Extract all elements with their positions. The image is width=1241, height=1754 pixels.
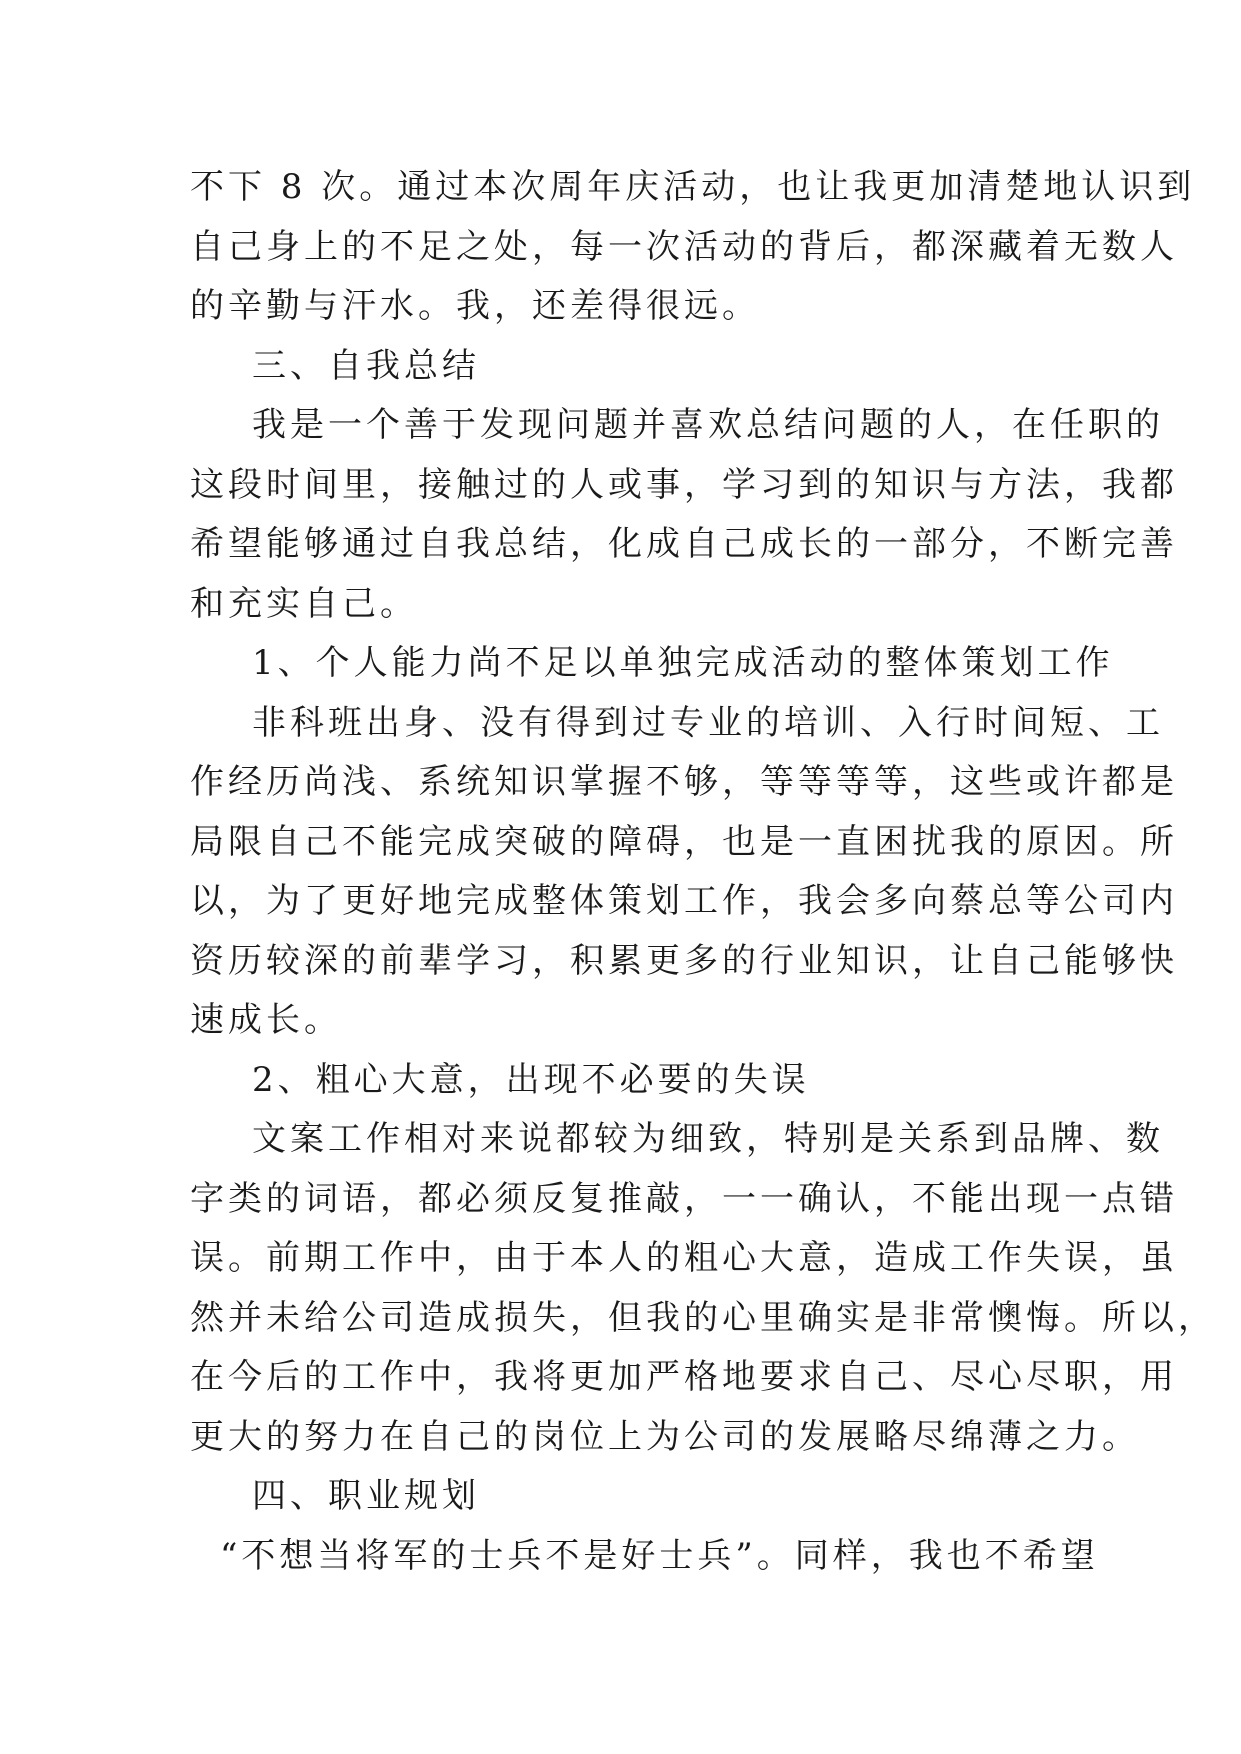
text-line: 作经历尚浅、系统知识掌握不够，等等等等，这些或许都是 xyxy=(190,762,1178,802)
text-line: 资历较深的前辈学习，积累更多的行业知识，让自己能够快 xyxy=(190,940,1178,981)
text-line: 在今后的工作中，我将更加严格地要求自己、尽心尽职，用 xyxy=(190,1357,1178,1397)
text-line: 的辛勤与汗水。我，还差得很远。 xyxy=(190,286,760,326)
text-line: 误。前期工作中，由于本人的粗心大意，造成工作失误，虽 xyxy=(190,1238,1178,1278)
text-line: 以，为了更好地完成整体策划工作，我会多向蔡总等公司内 xyxy=(190,881,1178,921)
text-line: 不下 8 次。通过本次周年庆活动，也让我更加清楚地认识到 xyxy=(190,167,1196,207)
text-line: 字类的词语，都必须反复推敲，一一确认，不能出现一点错 xyxy=(190,1178,1178,1219)
subsection-heading: 1、个人能力尚不足以单独完成活动的整体策划工作 xyxy=(252,643,1114,683)
text-line: 和充实自己。 xyxy=(190,583,418,624)
section-heading: 四、职业规划 xyxy=(252,1476,480,1516)
document-body xyxy=(190,158,1216,1586)
text-line: 然并未给公司造成损失，但我的心里确实是非常懊悔。所以， xyxy=(190,1297,1216,1338)
text-line: 这段时间里，接触过的人或事，学习到的知识与方法，我都 xyxy=(190,464,1178,505)
text-line: 自己身上的不足之处，每一次活动的背后，都深藏着无数人 xyxy=(190,226,1178,267)
text-line: 我是一个善于发现问题并喜欢总结问题的人，在任职的 xyxy=(252,405,1164,445)
subsection-heading: 2、粗心大意，出现不必要的失误 xyxy=(252,1059,810,1100)
text-line: 局限自己不能完成突破的障碍，也是一直困扰我的原因。所 xyxy=(190,821,1178,862)
text-line: 速成长。 xyxy=(190,1000,342,1040)
text-line: 更大的努力在自己的岗位上为公司的发展略尽绵薄之力。 xyxy=(190,1416,1140,1457)
section-heading: 三、自我总结 xyxy=(252,345,480,386)
text-line: 文案工作相对来说都较为细致，特别是关系到品牌、数 xyxy=(252,1119,1164,1159)
text-line: “不想当将军的士兵不是好士兵”。同样，我也不希望 xyxy=(220,1535,1099,1576)
text-line: 希望能够通过自我总结，化成自己成长的一部分，不断完善 xyxy=(190,524,1178,564)
text-line: 非科班出身、没有得到过专业的培训、入行时间短、工 xyxy=(252,702,1164,743)
